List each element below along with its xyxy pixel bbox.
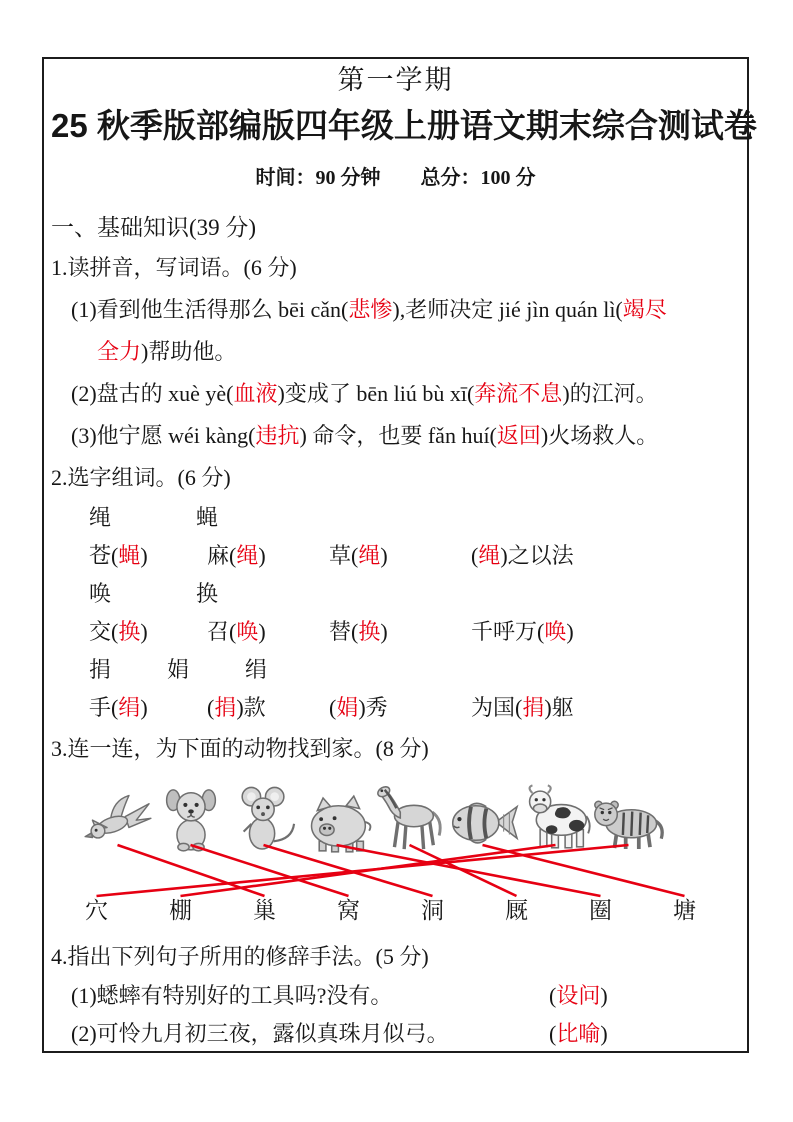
answer-text: 违抗 [255, 423, 300, 448]
q2-group1-chars [51, 499, 740, 537]
answer-text: 全力 [97, 339, 142, 364]
q4-sentence: (1)蟋蟀有特别好的工具吗?没有。 [71, 983, 393, 1008]
answer-char: 唤 [544, 619, 567, 644]
q1-line-2: (2)盘古的 xuè yè(血液)变成了 bēn liú bù xī(奔流不息)的江河。 [71, 381, 658, 406]
home-char: 穴 [85, 898, 108, 923]
answer-char: 捐 [214, 695, 237, 720]
answer-char: 换 [118, 619, 141, 644]
q2-group2-chars [51, 575, 740, 613]
home-char: 塘 [673, 898, 696, 923]
answer-char: 绳 [236, 543, 259, 568]
char-option: 换 [196, 581, 219, 606]
answer-char: 唤 [236, 619, 259, 644]
q2-group3-chars [51, 651, 740, 689]
home-char: 圈 [589, 898, 612, 923]
q1-line-1-wrap: 全力)帮助他。 [97, 339, 237, 364]
fill-blank-item: 苍(蝇) [89, 543, 148, 568]
animals-row [51, 775, 740, 853]
q2-group1-answers [51, 537, 740, 575]
fill-blank-item: 草(绳) [329, 543, 388, 568]
answer-text: 返回 [496, 423, 541, 448]
q1-title: 1.读拼音，写词语。(6 分) [51, 255, 297, 280]
answer-text: 设问 [556, 983, 601, 1008]
home-char: 洞 [421, 898, 444, 923]
q4-sentence: (2)可怜九月初三夜，露似真珠月似弓。 [71, 1021, 449, 1046]
q3-title: 3.连一连，为下面的动物找到家。(8 分) [51, 736, 429, 761]
q1-line-3: (3)他宁愿 wéi kàng(违抗) 命令，也要 fǎn huí(返回)火场救人。 [71, 423, 659, 448]
section1-heading: 一、基础知识(39 分) [51, 215, 257, 240]
q2-title: 2.选字组词。(6 分) [51, 465, 231, 490]
answer-text: 血液 [233, 381, 278, 406]
homes-row [51, 893, 740, 929]
answer-text: 奔流不息 [474, 381, 563, 406]
q4-answer: (比喻) [549, 1021, 608, 1046]
home-char: 厩 [505, 898, 528, 923]
tiger-image [592, 775, 665, 853]
q2-group3-answers [51, 689, 740, 727]
dog-image [154, 775, 227, 853]
answer-text: 悲惨 [348, 297, 393, 322]
answer-char: 娟 [336, 695, 359, 720]
fill-blank-item: 为国(捐)躯 [471, 695, 574, 720]
home-char: 棚 [169, 898, 192, 923]
fill-blank-item: 替(换) [329, 619, 388, 644]
answer-char: 绢 [118, 695, 141, 720]
q4-item-1 [51, 977, 740, 1015]
char-option: 绢 [245, 657, 268, 682]
fill-blank-item: (娟)秀 [329, 695, 388, 720]
fill-blank-item: 麻(绳) [207, 543, 266, 568]
answer-char: 绳 [478, 543, 501, 568]
home-char: 窝 [337, 898, 360, 923]
semester-heading: 第一学期 [337, 65, 454, 95]
answer-char: 换 [358, 619, 381, 644]
char-option: 唤 [89, 581, 112, 606]
q4-title: 4.指出下列句子所用的修辞手法。(5 分) [51, 944, 429, 969]
horse-image [373, 775, 446, 853]
time-score-line: 时间：90 分钟 总分：100 分 [255, 167, 536, 189]
fish-image [446, 775, 519, 853]
answer-text: 竭尽 [622, 297, 667, 322]
fill-blank-item: 交(换) [89, 619, 148, 644]
home-char: 巢 [253, 898, 276, 923]
mouse-image [227, 775, 300, 853]
char-option: 娟 [167, 657, 190, 682]
answer-char: 蝇 [118, 543, 141, 568]
page-title: 25 秋季版部编版四年级上册语文期末综合测试卷 [51, 107, 757, 144]
pig-image [300, 775, 373, 853]
fill-blank-item: 手(绢) [89, 695, 148, 720]
char-option: 蝇 [196, 505, 219, 530]
char-option: 捐 [89, 657, 112, 682]
answer-char: 捐 [522, 695, 545, 720]
cow-image [519, 775, 592, 853]
answer-char: 绳 [358, 543, 381, 568]
q1-line-1: (1)看到他生活得那么 bēi cǎn(悲惨),老师决定 jié jìn quán lì(竭尽 [71, 297, 667, 322]
bird-image [81, 775, 154, 853]
fill-blank-item: (绳)之以法 [471, 543, 574, 568]
q4-item-2 [51, 1015, 740, 1053]
page-border-frame [42, 57, 757, 1053]
char-option: 绳 [89, 505, 112, 530]
fill-blank-item: (捐)款 [207, 695, 266, 720]
fill-blank-item: 千呼万(唤) [471, 619, 574, 644]
q2-group2-answers [51, 613, 740, 651]
q3-connect-area [51, 775, 740, 929]
answer-text: 比喻 [556, 1021, 601, 1046]
fill-blank-item: 召(唤) [207, 619, 266, 644]
q4-answer: (设问) [549, 983, 608, 1008]
